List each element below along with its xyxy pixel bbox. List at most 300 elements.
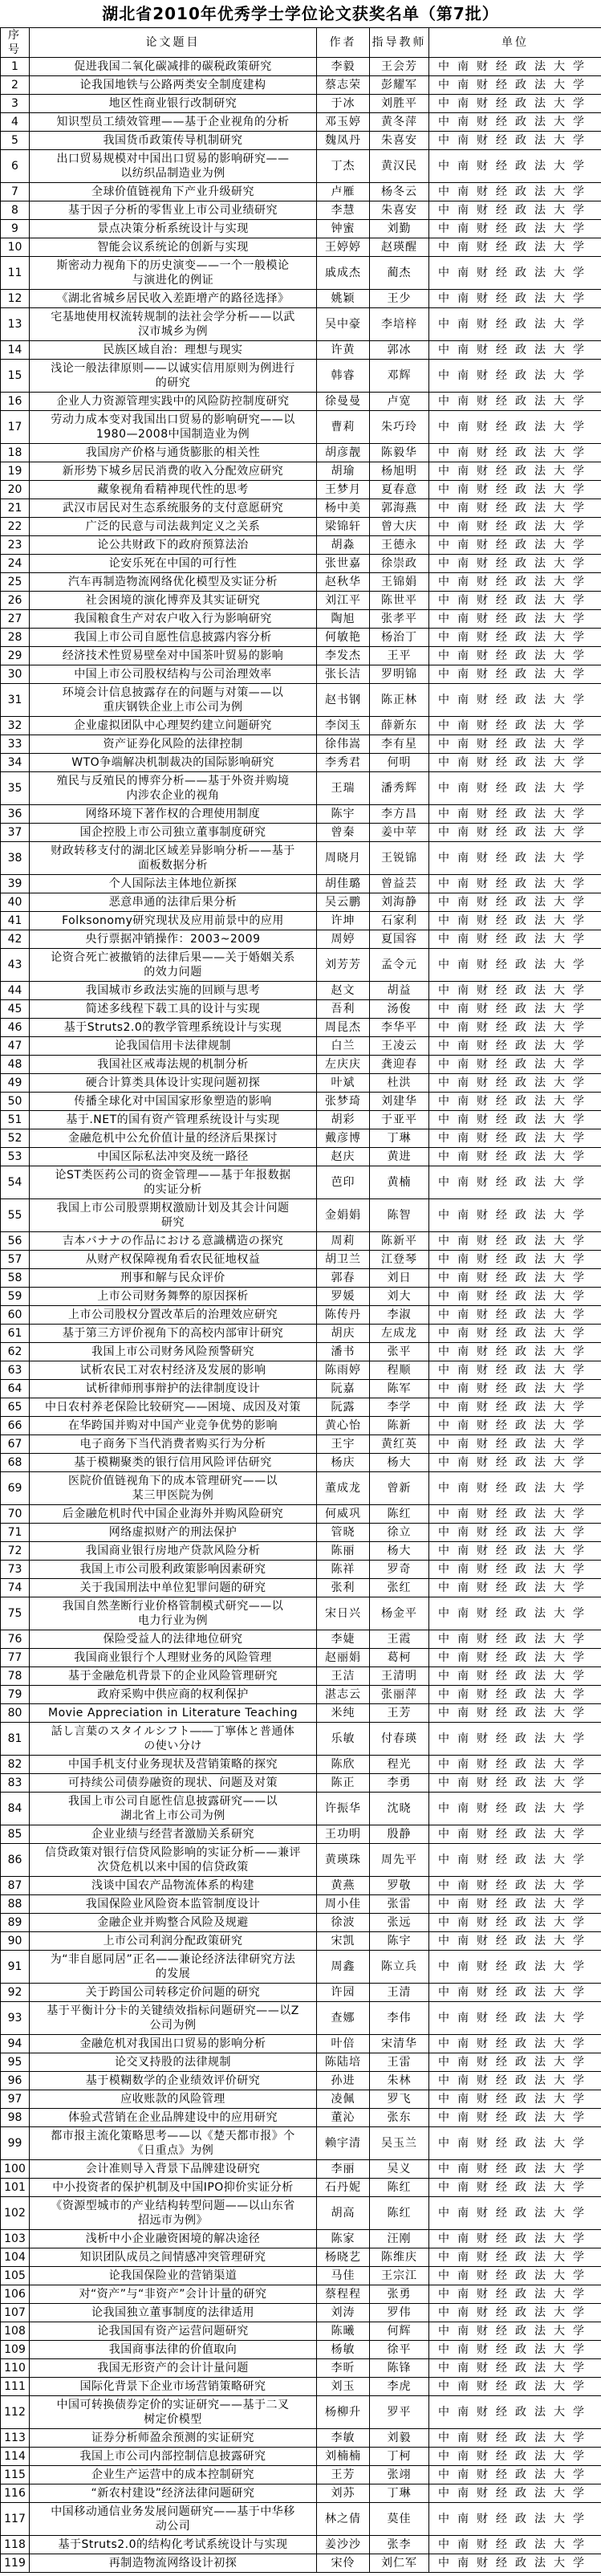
institution-name: 中南财经政法大学 [429, 1774, 601, 1793]
table-row [1, 1793, 601, 1825]
table-row [1, 58, 601, 76]
table-row [1, 875, 601, 893]
institution-name: 中南财经政法大学 [429, 2503, 601, 2536]
institution-name: 中南财经政法大学 [429, 573, 601, 592]
table-row [1, 2197, 601, 2230]
table-row [1, 1951, 601, 1984]
advisor-name: 周先平 [370, 1844, 429, 1877]
row-number: 107 [1, 2304, 30, 2322]
table-row [1, 2304, 601, 2322]
row-number: 101 [1, 2179, 30, 2197]
advisor-name: 张丽萍 [370, 1686, 429, 1704]
author-name: 叶斌 [317, 1074, 370, 1093]
table-row [1, 1649, 601, 1667]
paper-title: 后金融危机时代中国企业海外并购风险研究 [30, 1505, 317, 1524]
table-row [1, 982, 601, 1000]
row-number: 36 [1, 805, 30, 824]
institution-name: 中南财经政法大学 [429, 2090, 601, 2109]
table-row [1, 2160, 601, 2179]
paper-title: 殖民与反殖民的博弈分析——基于外资并购境 内涉农企业的视角 [30, 772, 317, 805]
paper-title: 上市公司股权分置改革后的治理效应研究 [30, 1306, 317, 1325]
advisor-name: 郭海燕 [370, 499, 429, 518]
row-number: 47 [1, 1037, 30, 1056]
table-row [1, 2396, 601, 2429]
advisor-name: 刘勤 [370, 220, 429, 238]
advisor-name: 李华平 [370, 1019, 429, 1037]
institution-name: 中南财经政法大学 [429, 1649, 601, 1667]
table-row [1, 220, 601, 238]
institution-name: 中南财经政法大学 [429, 1417, 601, 1435]
table-row [1, 238, 601, 257]
table-row [1, 1524, 601, 1542]
advisor-name: 何辉 [370, 2322, 429, 2341]
institution-name: 中南财经政法大学 [429, 183, 601, 201]
author-name: 赖宇清 [317, 2127, 370, 2160]
institution-name: 中南财经政法大学 [429, 238, 601, 257]
paper-title: 基于金融危机背景下的企业风险管理研究 [30, 1667, 317, 1686]
row-number: 69 [1, 1472, 30, 1505]
advisor-name: 刘海静 [370, 893, 429, 912]
row-number: 38 [1, 842, 30, 875]
advisor-name: 王凌云 [370, 1037, 429, 1056]
paper-title: 企业人力资源管理实践中的风险防控制度研究 [30, 393, 317, 411]
institution-name: 中南财经政法大学 [429, 1472, 601, 1505]
paper-title: 我国社区戒毒法规的机制分析 [30, 1056, 317, 1074]
advisor-name: 王平 [370, 647, 429, 665]
author-name: 罗媛 [317, 1288, 370, 1306]
institution-name: 中南财经政法大学 [429, 2304, 601, 2322]
table-row [1, 772, 601, 805]
row-number: 2 [1, 76, 30, 95]
institution-name: 中南财经政法大学 [429, 824, 601, 842]
author-name: 胡彩 [317, 1111, 370, 1129]
paper-title: 中国区际私法冲突及统一路径 [30, 1148, 317, 1166]
paper-title: 基于因子分析的零售业上市公司业绩研究 [30, 201, 317, 220]
paper-title: 中国可转换债券定价的实证研究——基于二叉 树定价模型 [30, 2396, 317, 2429]
author-name: 卢雁 [317, 183, 370, 201]
author-name: 赵文 [317, 982, 370, 1000]
table-row [1, 1579, 601, 1597]
row-number: 82 [1, 1756, 30, 1774]
paper-title: 从财产权保障视角看农民征地权益 [30, 1251, 317, 1269]
author-name: 黄燕 [317, 1877, 370, 1895]
table-row [1, 912, 601, 930]
author-name: 刘江平 [317, 592, 370, 610]
row-number: 49 [1, 1074, 30, 1093]
header-title: 论文题目 [30, 28, 317, 58]
author-name: 张利 [317, 1579, 370, 1597]
institution-name: 中南财经政法大学 [429, 499, 601, 518]
paper-title: 广泛的民意与司法裁判定义之关系 [30, 518, 317, 536]
row-number: 72 [1, 1542, 30, 1561]
institution-name: 中南财经政法大学 [429, 1844, 601, 1877]
advisor-name: 夏国容 [370, 930, 429, 949]
institution-name: 中南财经政法大学 [429, 2053, 601, 2072]
row-number: 78 [1, 1667, 30, 1686]
advisor-name: 朱喜安 [370, 201, 429, 220]
author-name: 王宇 [317, 1435, 370, 1454]
paper-title: 试析律师刑事辩护的法律制度设计 [30, 1380, 317, 1398]
paper-title: 可持续公司债券融资的现状、问题及对策 [30, 1774, 317, 1793]
paper-title: 中日农村养老保险比较研究——困境、成因及对策 [30, 1398, 317, 1417]
advisor-name: 曾益芸 [370, 875, 429, 893]
institution-name: 中南财经政法大学 [429, 1166, 601, 1199]
table-row [1, 1914, 601, 1932]
institution-name: 中南财经政法大学 [429, 95, 601, 113]
table-row [1, 2090, 601, 2109]
institution-name: 中南财经政法大学 [429, 2160, 601, 2179]
row-number: 17 [1, 411, 30, 444]
table-row [1, 1932, 601, 1951]
advisor-name: 朱巧玲 [370, 411, 429, 444]
row-number: 51 [1, 1111, 30, 1129]
table-row [1, 1844, 601, 1877]
row-number: 83 [1, 1774, 30, 1793]
author-name: 李敏 [317, 2429, 370, 2448]
author-name: 芭印 [317, 1166, 370, 1199]
advisor-name: 刘胜平 [370, 95, 429, 113]
advisor-name: 张远 [370, 1914, 429, 1932]
table-row [1, 824, 601, 842]
row-number: 99 [1, 2127, 30, 2160]
row-number: 62 [1, 1343, 30, 1361]
paper-title: 论安乐死在中国的可行性 [30, 555, 317, 573]
author-name: 刘玉 [317, 2378, 370, 2396]
table-row [1, 1306, 601, 1325]
row-number: 88 [1, 1895, 30, 1914]
author-name: 陈家 [317, 2230, 370, 2248]
paper-title: 金融危机对我国出口贸易的影响分析 [30, 2035, 317, 2053]
author-name: 钟蜜 [317, 220, 370, 238]
row-number: 89 [1, 1914, 30, 1932]
table-row [1, 341, 601, 360]
advisor-name: 陈维庆 [370, 2248, 429, 2267]
row-number: 13 [1, 308, 30, 341]
table-row [1, 2285, 601, 2304]
institution-name: 中南财经政法大学 [429, 290, 601, 308]
header-number: 序号 [1, 28, 30, 58]
institution-name: 中南财经政法大学 [429, 772, 601, 805]
author-name: 米纯 [317, 1704, 370, 1723]
advisor-name: 赵瑛醒 [370, 238, 429, 257]
institution-name: 中南财经政法大学 [429, 629, 601, 647]
institution-name: 中南财经政法大学 [429, 1074, 601, 1093]
author-name: 王梦月 [317, 481, 370, 499]
paper-title: 论资合死亡被撤销的法律后果——关于婚姻关系 的效力问题 [30, 949, 317, 982]
paper-title: Folksonomy研究现状及应用前景中的应用 [30, 912, 317, 930]
author-name: 姜沙沙 [317, 2536, 370, 2554]
advisor-name: 张李 [370, 2536, 429, 2554]
table-row [1, 2484, 601, 2503]
advisor-name: 潘秀辉 [370, 772, 429, 805]
table-row [1, 2448, 601, 2466]
paper-title: 论ST类医药公司的资金管理——基于年报数据 的实证分析 [30, 1166, 317, 1199]
advisor-name: 孟令元 [370, 949, 429, 982]
advisor-name: 胡益 [370, 982, 429, 1000]
author-name: 叶倍 [317, 2035, 370, 2053]
institution-name: 中南财经政法大学 [429, 647, 601, 665]
table-row [1, 629, 601, 647]
row-number: 9 [1, 220, 30, 238]
row-number: 90 [1, 1932, 30, 1951]
paper-title: 我国上市公司股票期权激励计划及其会计问题 研究 [30, 1199, 317, 1232]
institution-name: 中南财经政法大学 [429, 1306, 601, 1325]
table-row [1, 893, 601, 912]
institution-name: 中南财经政法大学 [429, 912, 601, 930]
author-name: 潘书 [317, 1343, 370, 1361]
author-name: 周昆杰 [317, 1019, 370, 1037]
author-name: 蔡程程 [317, 2285, 370, 2304]
table-row [1, 1704, 601, 1723]
row-number: 68 [1, 1454, 30, 1472]
row-number: 52 [1, 1129, 30, 1148]
advisor-name: 丁柯 [370, 2448, 429, 2466]
author-name: 李丽 [317, 2160, 370, 2179]
institution-name: 中南财经政法大学 [429, 2285, 601, 2304]
advisor-name: 陈新 [370, 1417, 429, 1435]
author-name: 丁杰 [317, 150, 370, 183]
advisor-name: 卢宽 [370, 393, 429, 411]
paper-title: “新农村建设”经济法律问题研究 [30, 2484, 317, 2503]
institution-name: 中南财经政法大学 [429, 684, 601, 717]
author-name: 杨敏 [317, 2341, 370, 2359]
table-row [1, 393, 601, 411]
author-name: 周晓月 [317, 842, 370, 875]
author-name: 杨晓艺 [317, 2248, 370, 2267]
row-number: 22 [1, 518, 30, 536]
author-name: 吴云鹏 [317, 893, 370, 912]
award-list-table [0, 27, 601, 2573]
institution-name: 中南财经政法大学 [429, 1951, 601, 1984]
institution-name: 中南财经政法大学 [429, 610, 601, 629]
advisor-name: 徐平 [370, 2341, 429, 2359]
table-row [1, 555, 601, 573]
institution-name: 中南财经政法大学 [429, 1524, 601, 1542]
advisor-name: 曾大庆 [370, 518, 429, 536]
paper-title: 都市报主流化策略思考——以《楚天都市报》个 《日重点》为例 [30, 2127, 317, 2160]
advisor-name: 王德永 [370, 536, 429, 555]
institution-name: 中南财经政法大学 [429, 481, 601, 499]
table-row [1, 1199, 601, 1232]
table-row [1, 1056, 601, 1074]
institution-name: 中南财经政法大学 [429, 393, 601, 411]
row-number: 27 [1, 610, 30, 629]
institution-name: 中南财经政法大学 [429, 754, 601, 772]
author-name: 徐伟嵩 [317, 735, 370, 754]
advisor-name: 罗明锦 [370, 665, 429, 684]
row-number: 97 [1, 2090, 30, 2109]
row-number: 58 [1, 1269, 30, 1288]
row-number: 34 [1, 754, 30, 772]
institution-name: 中南财经政法大学 [429, 341, 601, 360]
advisor-name: 王少 [370, 290, 429, 308]
advisor-name: 王芳 [370, 1704, 429, 1723]
advisor-name: 黄冬萍 [370, 113, 429, 132]
row-number: 66 [1, 1417, 30, 1435]
advisor-name: 陈世平 [370, 592, 429, 610]
row-number: 86 [1, 1844, 30, 1877]
institution-name: 中南财经政法大学 [429, 1325, 601, 1343]
paper-title: 会计准则导入背景下品牌建设研究 [30, 2160, 317, 2179]
row-number: 63 [1, 1361, 30, 1380]
advisor-name: 刘日 [370, 1269, 429, 1288]
paper-title: 网络环境下著作权的合理使用制度 [30, 805, 317, 824]
advisor-name: 王霞 [370, 1630, 429, 1649]
paper-title: 国企控股上市公司独立董事制度研究 [30, 824, 317, 842]
paper-title: 环境会计信息披露存在的问题与对策——以 重庆钢铁企业上市公司为例 [30, 684, 317, 717]
paper-title: 社会困境的演化博弈及其实证研究 [30, 592, 317, 610]
table-row [1, 95, 601, 113]
paper-title: 对“资产”与“非资产”会计计量的研究 [30, 2285, 317, 2304]
institution-name: 中南财经政法大学 [429, 1361, 601, 1380]
row-number: 37 [1, 824, 30, 842]
advisor-name: 黄红英 [370, 1435, 429, 1454]
institution-name: 中南财经政法大学 [429, 2267, 601, 2285]
institution-name: 中南财经政法大学 [429, 592, 601, 610]
row-number: 29 [1, 647, 30, 665]
paper-title: 中国上市公司股权结构与公司治理效率 [30, 665, 317, 684]
institution-name: 中南财经政法大学 [429, 220, 601, 238]
institution-name: 中南财经政法大学 [429, 1037, 601, 1056]
author-name: 李昕 [317, 2359, 370, 2378]
advisor-name: 陈红 [370, 2197, 429, 2230]
table-row [1, 647, 601, 665]
row-number: 111 [1, 2378, 30, 2396]
author-name: 董沁 [317, 2109, 370, 2127]
author-name: 刘苏 [317, 2484, 370, 2503]
advisor-name: 左成龙 [370, 1325, 429, 1343]
author-name: 陶旭 [317, 610, 370, 629]
paper-title: 企业业绩与经营者激励关系研究 [30, 1825, 317, 1844]
row-number: 61 [1, 1325, 30, 1343]
paper-title: 再制造物流网络设计初探 [30, 2554, 317, 2573]
table-row [1, 1417, 601, 1435]
institution-name: 中南财经政法大学 [429, 2322, 601, 2341]
table-row [1, 444, 601, 462]
paper-title: 基于模糊数学的企业绩效评价研究 [30, 2072, 317, 2090]
institution-name: 中南财经政法大学 [429, 2197, 601, 2230]
table-row [1, 499, 601, 518]
table-row [1, 2179, 601, 2197]
paper-title: 试析农民工对农村经济及发展的影响 [30, 1361, 317, 1380]
advisor-name: 葛柯 [370, 1649, 429, 1667]
institution-name: 中南财经政法大学 [429, 1597, 601, 1630]
paper-title: 网络虚拟财产的刑法保护 [30, 1524, 317, 1542]
institution-name: 中南财经政法大学 [429, 735, 601, 754]
advisor-name: 王清 [370, 1984, 429, 2002]
row-number: 60 [1, 1306, 30, 1325]
table-row [1, 1630, 601, 1649]
paper-title: 我国上市公司自愿性信息披露内容分析 [30, 629, 317, 647]
author-name: 何威巩 [317, 1505, 370, 1524]
paper-title: 个人国际法主体地位新探 [30, 875, 317, 893]
row-number: 41 [1, 912, 30, 930]
paper-title: 我国上市公司财务风险预警研究 [30, 1343, 317, 1361]
table-row [1, 1984, 601, 2002]
row-number: 96 [1, 2072, 30, 2090]
paper-title: 保险受益人的法律地位研究 [30, 1630, 317, 1649]
advisor-name: 杨冬云 [370, 183, 429, 201]
paper-title: 关于我国刑法中单位犯罪问题的研究 [30, 1579, 317, 1597]
paper-title: 论我国独立董事制度的法律适用 [30, 2304, 317, 2322]
row-number: 23 [1, 536, 30, 555]
row-number: 79 [1, 1686, 30, 1704]
advisor-name: 李伟 [370, 2002, 429, 2035]
advisor-name: 王锦娟 [370, 573, 429, 592]
institution-name: 中南财经政法大学 [429, 1251, 601, 1269]
advisor-name: 李有星 [370, 735, 429, 754]
advisor-name: 罗平 [370, 2396, 429, 2429]
advisor-name: 汤俊 [370, 1000, 429, 1019]
advisor-name: 江登琴 [370, 1251, 429, 1269]
advisor-name: 夏春意 [370, 481, 429, 499]
row-number: 70 [1, 1505, 30, 1524]
institution-name: 中南财经政法大学 [429, 1148, 601, 1166]
table-row [1, 2466, 601, 2484]
institution-name: 中南财经政法大学 [429, 930, 601, 949]
institution-name: 中南财经政法大学 [429, 1380, 601, 1398]
row-number: 5 [1, 132, 30, 150]
author-name: 徐曼曼 [317, 393, 370, 411]
advisor-name: 陈红 [370, 2179, 429, 2197]
table-row [1, 2267, 601, 2285]
advisor-name: 刘仁军 [370, 2554, 429, 2573]
institution-name: 中南财经政法大学 [429, 842, 601, 875]
author-name: 孙进 [317, 2072, 370, 2090]
institution-name: 中南财经政法大学 [429, 257, 601, 290]
paper-title: 藏象视角看精神现代性的思考 [30, 481, 317, 499]
row-number: 20 [1, 481, 30, 499]
paper-title: 证券分析师盈余预测的实证研究 [30, 2429, 317, 2448]
advisor-name: 付春瑛 [370, 1723, 429, 1756]
table-row [1, 1288, 601, 1306]
author-name: 管晓 [317, 1524, 370, 1542]
table-row [1, 1000, 601, 1019]
advisor-name: 丁琳 [370, 2484, 429, 2503]
table-row [1, 2359, 601, 2378]
advisor-name: 陈立兵 [370, 1951, 429, 1984]
table-row [1, 1435, 601, 1454]
advisor-name: 黄汉民 [370, 150, 429, 183]
row-number: 114 [1, 2448, 30, 2466]
institution-name: 中南财经政法大学 [429, 2396, 601, 2429]
table-row [1, 1877, 601, 1895]
row-number: 94 [1, 2035, 30, 2053]
advisor-name: 吴义 [370, 2160, 429, 2179]
institution-name: 中南财经政法大学 [429, 1579, 601, 1597]
author-name: 许振华 [317, 1793, 370, 1825]
institution-name: 中南财经政法大学 [429, 1704, 601, 1723]
advisor-name: 黄楠 [370, 1166, 429, 1199]
advisor-name: 郭冰 [370, 341, 429, 360]
institution-name: 中南财经政法大学 [429, 1561, 601, 1579]
paper-title: 论我国信用卡法律规制 [30, 1037, 317, 1056]
row-number: 106 [1, 2285, 30, 2304]
institution-name: 中南财经政法大学 [429, 1793, 601, 1825]
author-name: 胡佳璐 [317, 875, 370, 893]
institution-name: 中南财经政法大学 [429, 2536, 601, 2554]
paper-title: 金融危机中公允价值计量的经济后果探讨 [30, 1129, 317, 1148]
paper-title: 基于第三方评价视角下的高校内部审计研究 [30, 1325, 317, 1343]
author-name: 刘芳芳 [317, 949, 370, 982]
table-row [1, 2230, 601, 2248]
advisor-name: 朱林 [370, 2072, 429, 2090]
advisor-name: 张东 [370, 2109, 429, 2127]
advisor-name: 沈晓 [370, 1793, 429, 1825]
row-number: 6 [1, 150, 30, 183]
row-number: 31 [1, 684, 30, 717]
author-name: 梁锦轩 [317, 518, 370, 536]
